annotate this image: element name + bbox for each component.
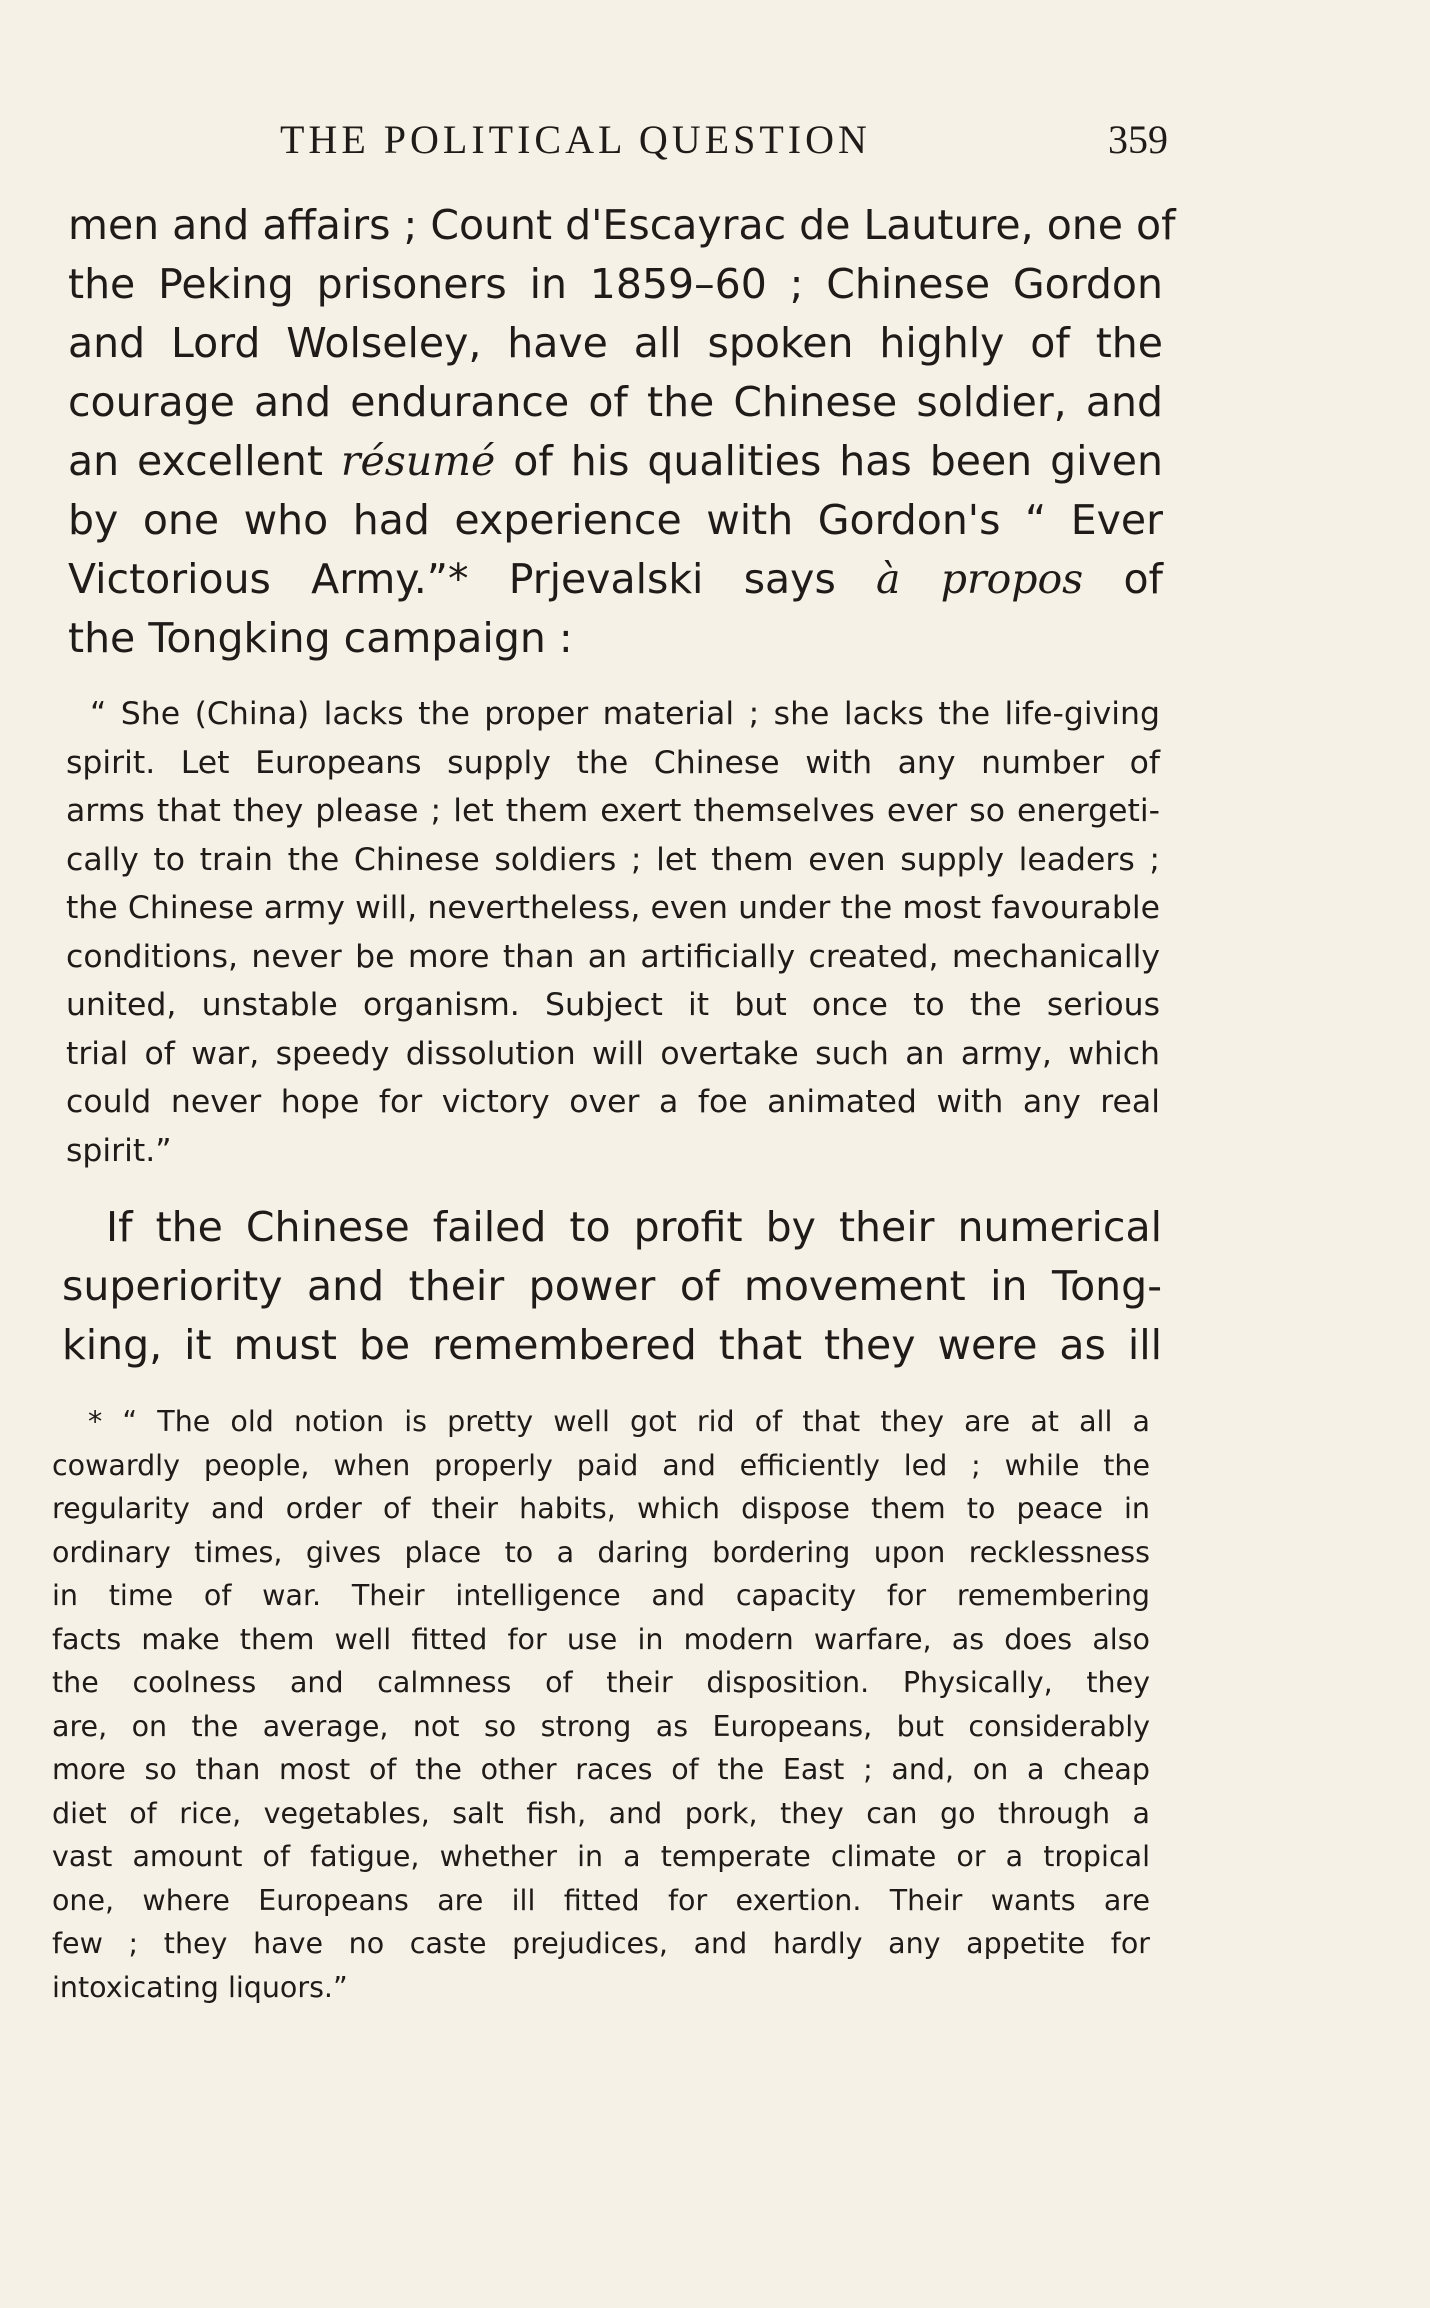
quote-line: trial of war, speedy dissolution will overtake such an army, which <box>66 1035 1160 1072</box>
paragraph-2-line: superiority and their power of movement in Tong- <box>62 1262 1162 1310</box>
paragraph-1-line: and Lord Wolseley, have all spoken highly of the <box>68 319 1163 367</box>
quote-line: cally to train the Chinese soldiers ; let them even supply leaders ; <box>66 841 1160 878</box>
paragraph-1 <box>68 196 1176 668</box>
footnote-line: diet of rice, vegetables, salt fish, and pork, they can go through a <box>52 1796 1150 1830</box>
footnote-line: intoxicating liquors.” <box>52 1970 348 2004</box>
footnote <box>52 1400 1150 2009</box>
footnote-line: ordinary times, gives place to a daring bordering upon recklessness <box>52 1535 1150 1569</box>
footnote-line: more so than most of the other races of the East ; and, on a cheap <box>52 1753 1150 1786</box>
footnote-line: are, on the average, not so strong as Europeans, but considerably <box>52 1709 1150 1743</box>
quote-line: could never hope for victory over a foe animated with any real <box>66 1084 1160 1120</box>
quote-line: “ She (China) lacks the proper material ; she lacks the life-giving <box>90 696 1160 732</box>
paragraph-1-line <box>68 432 1163 491</box>
paragraph-1-line: courage and endurance of the Chinese soldier, and <box>68 378 1163 426</box>
paragraph-2-line: If the Chinese failed to profit by their numerical <box>106 1203 1162 1251</box>
footnote-line: one, where Europeans are ill fitted for exertion. Their wants are <box>52 1883 1150 1917</box>
footnote-line: regularity and order of their habits, which dispose them to peace in <box>52 1492 1150 1525</box>
running-head-title: THE POLITICAL QUESTION <box>280 117 871 162</box>
paragraph-2-line: king, it must be remembered that they were as ill <box>62 1321 1162 1369</box>
footnote-line: few ; they have no caste prejudices, and hardly any appetite for <box>52 1927 1150 1960</box>
paragraph-1-line-start: Victorious Army.”* Prjevalski says <box>68 555 877 603</box>
italic-a-propos: à propos <box>876 555 1084 603</box>
paragraph-2 <box>62 1198 1162 1375</box>
paragraph-1-line: men and affairs ; Count d'Escayrac de Lauture, one of <box>68 201 1176 249</box>
italic-resume: résumé <box>340 437 496 485</box>
footnote-line: vast amount of fatigue, whether in a temperate climate or a tropical <box>52 1840 1150 1873</box>
quote-line: spirit.” <box>66 1132 172 1169</box>
quote-line: the Chinese army will, nevertheless, even under the most favourable <box>66 890 1160 926</box>
paragraph-1-line <box>68 550 1163 609</box>
quote-line: spirit. Let Europeans supply the Chinese with any number of <box>66 744 1160 781</box>
paragraph-1-line: by one who had experience with Gordon's “ Ever <box>68 496 1163 544</box>
footnote-line: cowardly people, when properly paid and efficiently led ; while the <box>52 1448 1150 1482</box>
footnote-line: * “ The old notion is pretty well got rid of that they are at all a <box>88 1405 1150 1438</box>
footnote-line: the coolness and calmness of their disposition. Physically, they <box>52 1666 1150 1699</box>
paragraph-1-line: the Tongking campaign : <box>68 614 573 662</box>
quote-line: conditions, never be more than an artificially created, mechanically <box>66 938 1160 975</box>
paragraph-1-line-end: of his qualities has been given <box>495 437 1163 485</box>
footnote-line: facts make them well fitted for use in modern warfare, as does also <box>52 1622 1150 1656</box>
quote-line: united, unstable organism. Subject it but once to the serious <box>66 987 1160 1023</box>
page-number: 359 <box>1108 117 1168 162</box>
paragraph-1-line-end: of <box>1083 555 1163 603</box>
block-quote <box>66 690 1160 1175</box>
paragraph-1-line: the Peking prisoners in 1859–60 ; Chinese Gordon <box>68 260 1163 308</box>
quote-line: arms that they please ; let them exert themselves ever so energeti- <box>66 793 1160 829</box>
footnote-line: in time of war. Their intelligence and capacity for remembering <box>52 1579 1150 1612</box>
paragraph-1-line-start: an excellent <box>68 437 341 485</box>
